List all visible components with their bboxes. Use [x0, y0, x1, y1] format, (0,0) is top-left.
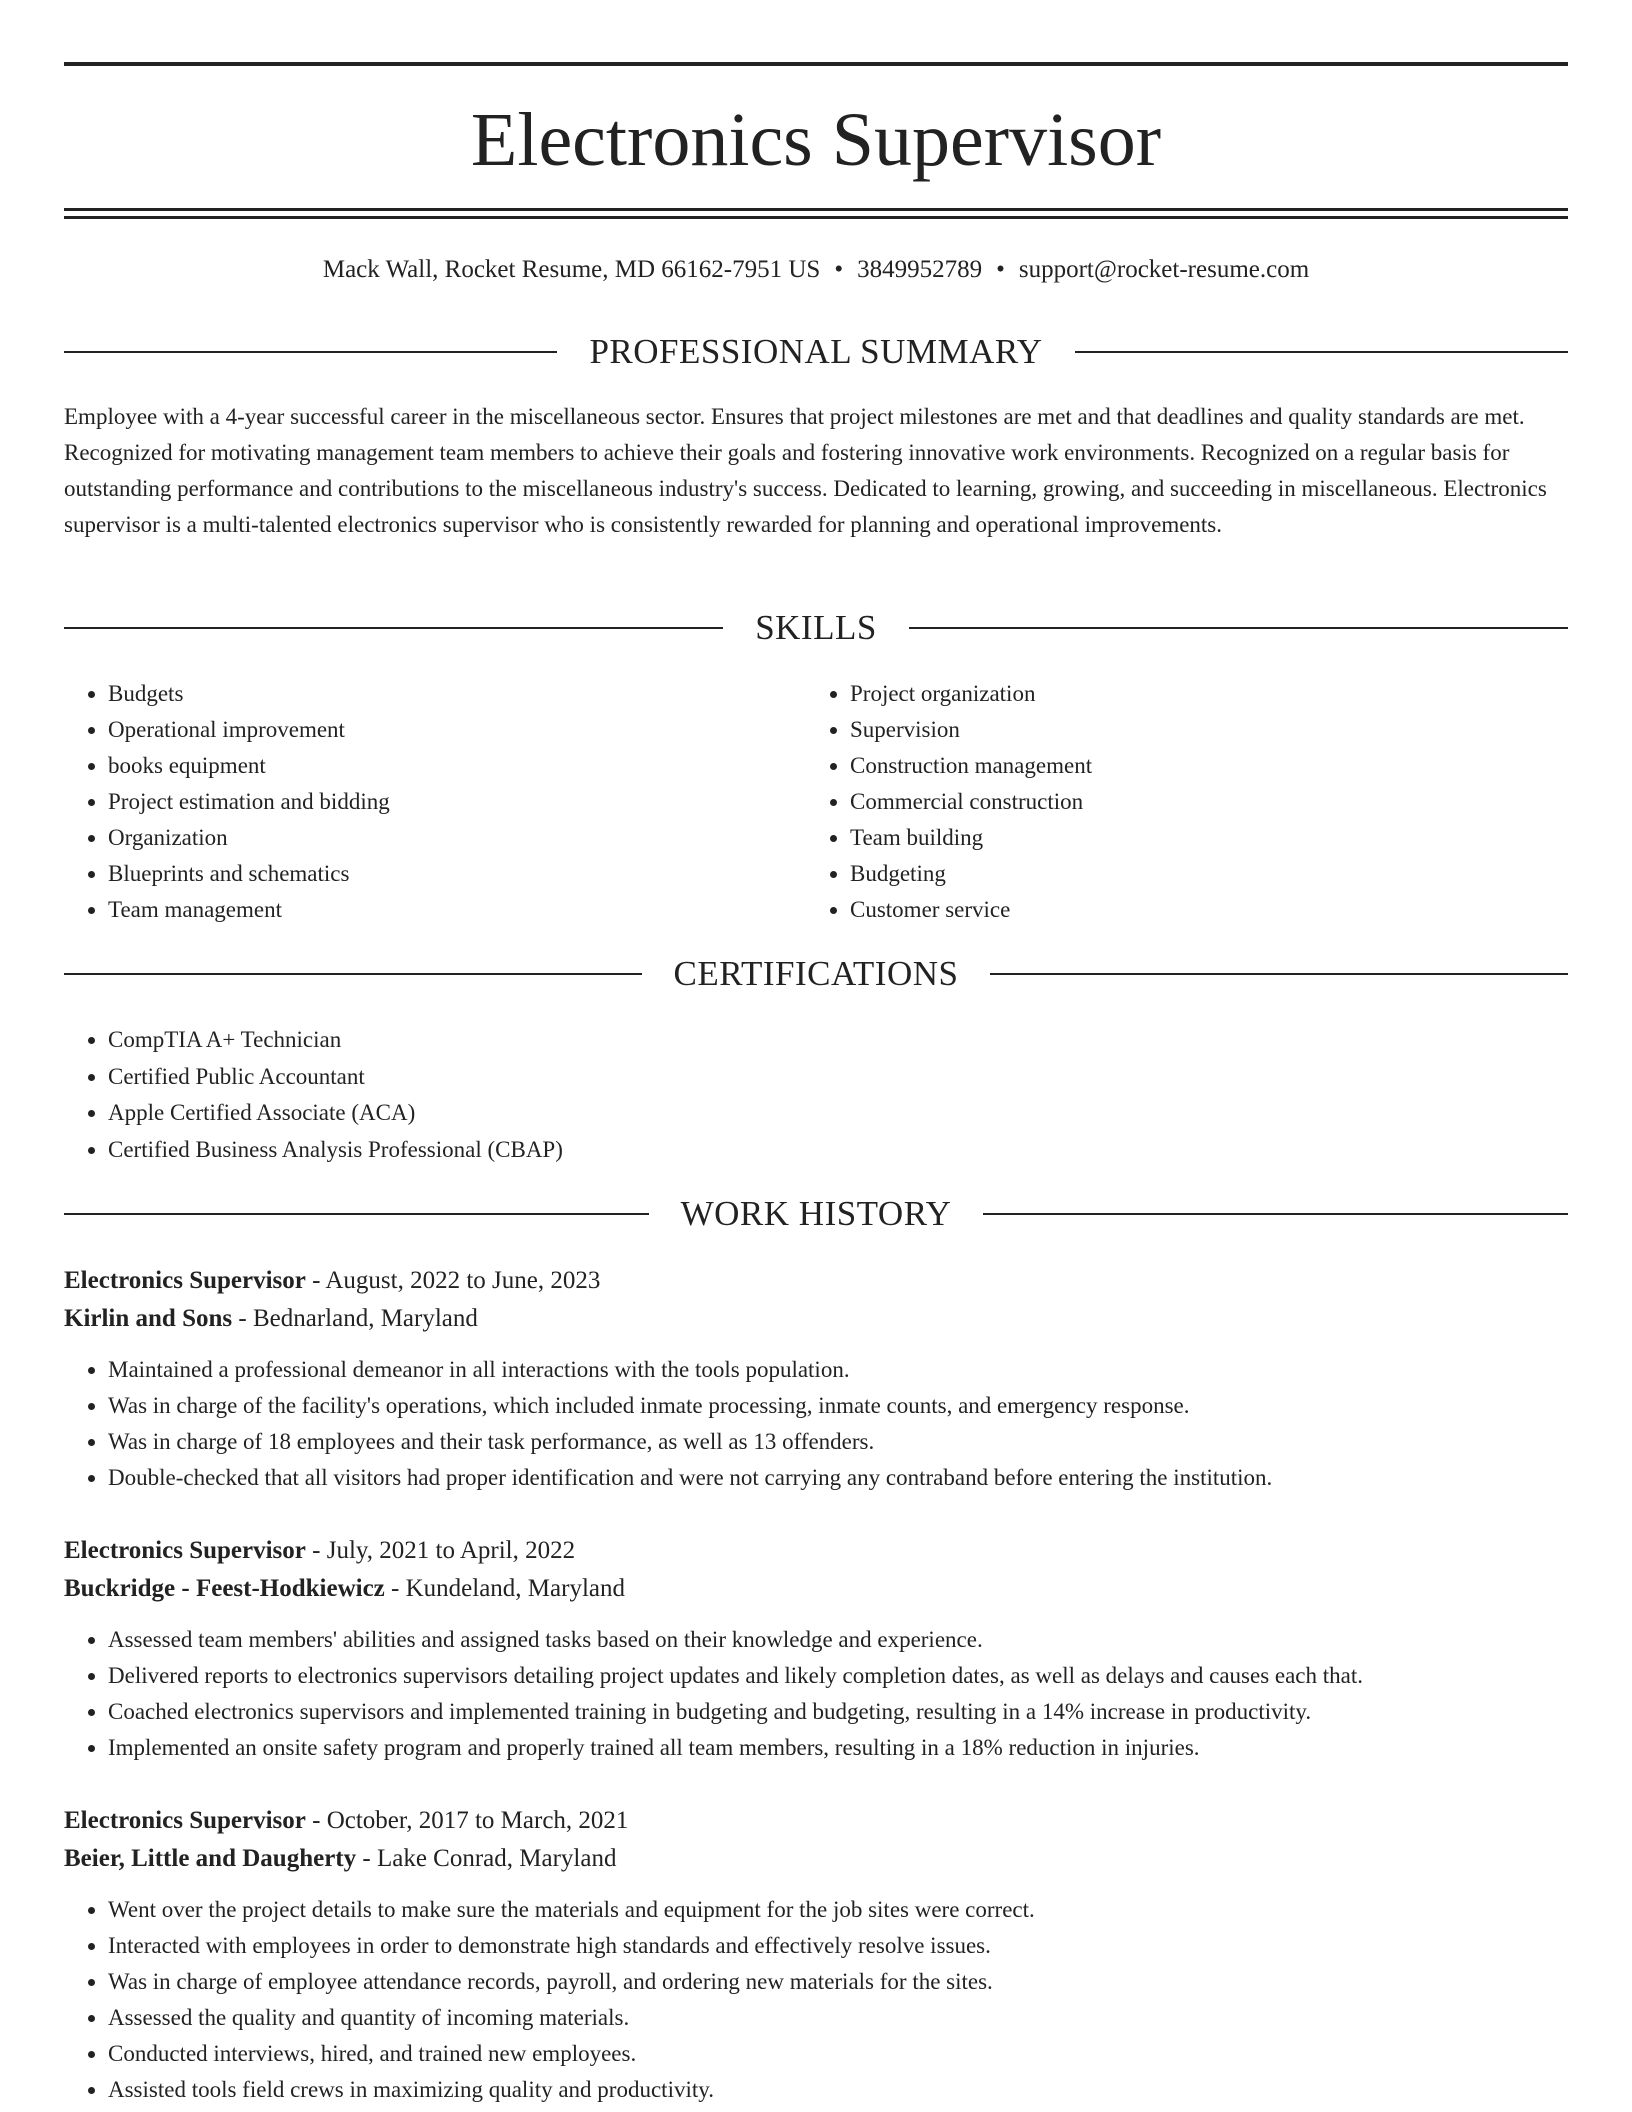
work-history-heading-label: WORK HISTORY	[680, 1194, 952, 1233]
summary-heading	[64, 330, 1568, 374]
job-company-line	[64, 1840, 1568, 1878]
contact-phone: 3849952789	[857, 256, 983, 283]
job-title-line	[64, 1262, 1568, 1300]
job-bullet: • Double-checked that all visitors had proper identification and were not carrying any contraband before entering the institution.	[108, 1460, 1568, 1496]
job-title-line	[64, 1802, 1568, 1840]
skill-item: • Budgets	[108, 676, 804, 712]
skill-item: • Project organization	[850, 676, 1546, 712]
job-company-line	[64, 1570, 1568, 1608]
skill-item: • Customer service	[850, 892, 1546, 928]
skills-column-right	[806, 676, 1546, 928]
heading-rule-right	[990, 973, 1568, 975]
heading-rule-left	[64, 627, 723, 629]
contact-address: Mack Wall, Rocket Resume, MD 66162-7951 US	[322, 256, 821, 283]
skill-item: • Budgeting	[850, 856, 1546, 892]
job-dates: - October, 2017 to March, 2021	[305, 1807, 629, 1834]
skills-heading	[64, 606, 1568, 650]
skill-item: • Construction management	[850, 748, 1546, 784]
summary-text: Employee with a 4-year successful career in the miscellaneous sector. Ensures that project milestones are met and that deadlines and quality standards are met. Recognized for motivating management team members to achieve their goals and fostering innovative work environments. Recognized on a regular basis for outstanding performance and contributions to the miscellaneous industry's success. Dedicated to learning, growing, and succeeding in miscellaneous. Electronics supervisor is a multi-talented electronics supervisor who is consistently rewarded for planning and operational improvements.	[64, 404, 1547, 537]
job-bullet: • Delivered reports to electronics supervisors detailing project updates and likely completion dates, as well as delays and causes each that.	[108, 1658, 1568, 1694]
job-bullet: • Implemented an onsite safety program and properly trained all team members, resulting in a 18% reduction in injuries.	[108, 1730, 1568, 1766]
job-dates: - August, 2022 to June, 2023	[305, 1267, 601, 1294]
job-bullet: • Interacted with employees in order to demonstrate high standards and effectively resolve issues.	[108, 1928, 1568, 1964]
job-bullet: • Assisted tools field crews in maximizing quality and productivity.	[108, 2072, 1568, 2108]
certification-item: • Certified Business Analysis Professional (CBAP)	[108, 1132, 1568, 1169]
job-bullet: • Conducted interviews, hired, and trained new employees.	[108, 2036, 1568, 2072]
certification-item: • Apple Certified Associate (ACA)	[108, 1095, 1568, 1132]
job-location: - Kundeland, Maryland	[384, 1575, 625, 1602]
contact-separator: •	[834, 256, 844, 283]
job-bullet: • Was in charge of the facility's operations, which included inmate processing, inmate counts, and emergency response.	[108, 1388, 1568, 1424]
job-bullet: • Assessed the quality and quantity of incoming materials.	[108, 2000, 1568, 2036]
skills-column-left	[64, 676, 804, 928]
job-location: - Bednarland, Maryland	[232, 1305, 478, 1332]
job-bullet: • Assessed team members' abilities and assigned tasks based on their knowledge and experience.	[108, 1622, 1568, 1658]
heading-rule-left	[64, 1213, 649, 1215]
skill-item: • Project estimation and bidding	[108, 784, 804, 820]
job-entry	[64, 1532, 1568, 1766]
contact-line	[64, 252, 1568, 288]
skill-item: • Supervision	[850, 712, 1546, 748]
job-entry	[64, 1262, 1568, 1496]
job-bullet: • Was in charge of employee attendance records, payroll, and ordering new materials for the sites.	[108, 1964, 1568, 2000]
heading-rule-right	[983, 1213, 1568, 1215]
heading-rule-right	[909, 627, 1568, 629]
title-rule-upper	[64, 208, 1568, 211]
heading-rule-right	[1075, 351, 1568, 353]
skill-item: • Blueprints and schematics	[108, 856, 804, 892]
job-bullet: • Went over the project details to make sure the materials and equipment for the job sites were correct.	[108, 1892, 1568, 1928]
certification-item: • CompTIA A+ Technician	[108, 1022, 1568, 1059]
certifications-heading	[64, 952, 1568, 996]
heading-rule-left	[64, 973, 642, 975]
job-company-line	[64, 1300, 1568, 1338]
certification-item: • Certified Public Accountant	[108, 1059, 1568, 1096]
job-location: - Lake Conrad, Maryland	[356, 1845, 617, 1872]
certifications-heading-label: CERTIFICATIONS	[673, 954, 959, 993]
skill-item: • Operational improvement	[108, 712, 804, 748]
job-title: Electronics Supervisor	[64, 1807, 306, 1834]
skill-item: • Organization	[108, 820, 804, 856]
work-history-heading	[64, 1192, 1568, 1236]
skills-heading-label: SKILLS	[755, 608, 877, 647]
job-title: Electronics Supervisor	[64, 1537, 306, 1564]
job-bullet: • Coached electronics supervisors and implemented training in budgeting and budgeting, resulting in a 14% increase in productivity.	[108, 1694, 1568, 1730]
job-company: Beier, Little and Daugherty	[64, 1845, 357, 1872]
summary-heading-label: PROFESSIONAL SUMMARY	[589, 332, 1043, 371]
contact-separator: •	[996, 256, 1005, 283]
job-dates: - July, 2021 to April, 2022	[305, 1537, 576, 1564]
job-entry	[64, 1802, 1568, 2108]
job-title: Electronics Supervisor	[64, 1267, 306, 1294]
job-company: Buckridge - Feest-Hodkiewicz	[64, 1575, 385, 1602]
contact-email: support@rocket-resume.com	[1018, 256, 1310, 283]
job-bullet: • Maintained a professional demeanor in all interactions with the tools population.	[108, 1352, 1568, 1388]
skill-item: • Team management	[108, 892, 804, 928]
job-bullet: • Was in charge of 18 employees and their task performance, as well as 13 offenders.	[108, 1424, 1568, 1460]
job-title-line	[64, 1532, 1568, 1570]
top-rule	[64, 62, 1568, 66]
resume-title: Electronics Supervisor	[470, 98, 1162, 182]
skill-item: • Commercial construction	[850, 784, 1546, 820]
skill-item: • Team building	[850, 820, 1546, 856]
heading-rule-left	[64, 351, 557, 353]
job-company: Kirlin and Sons	[64, 1305, 233, 1332]
certifications-list	[64, 1022, 1568, 1169]
skill-item: • books equipment	[108, 748, 804, 784]
title-rule-lower	[64, 216, 1568, 219]
